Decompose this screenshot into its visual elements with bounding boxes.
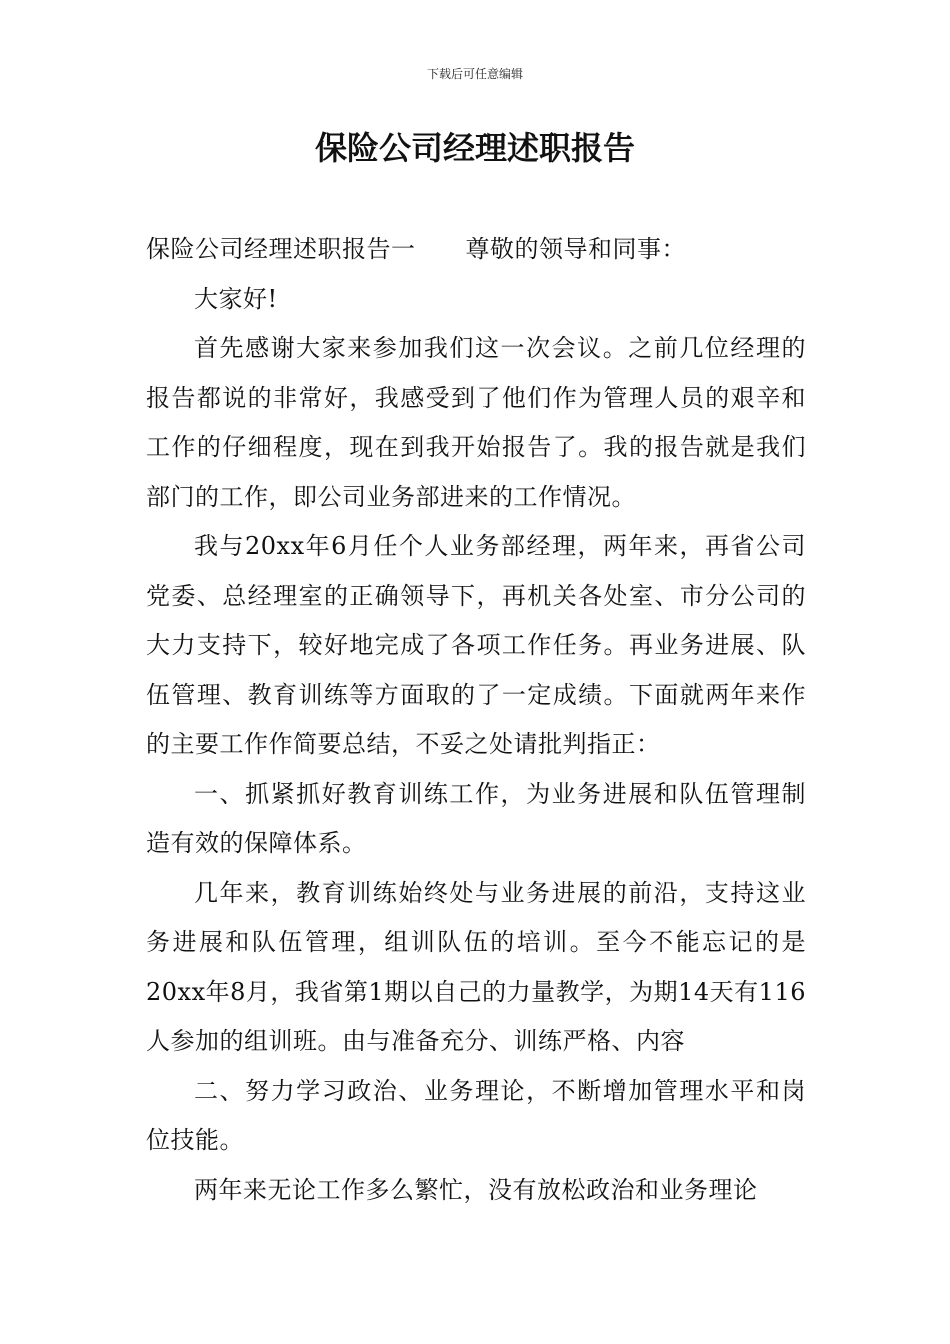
paragraph-study: 两年来无论工作多么繁忙，没有放松政治和业务理论 (194, 1175, 758, 1204)
paragraph-training: 几年来，教育训练始终处与业务进展的前沿，支持这业务进展和队伍管理，组训队伍的培训。至今不能忘记的是20xx年8月，我省第1期以自己的力量教学，为期14天有116人参加的组训班。由与准备充分、训练严格、内容 (146, 878, 806, 1055)
download-note: 下载后可任意编辑 (426, 67, 523, 81)
document-body (146, 225, 806, 1215)
paragraph-thanks: 首先感谢大家来参加我们这一次会议。之前几位经理的报告都说的非常好，我感受到了他们作为管理人员的艰辛和工作的仔细程度，现在到我开始报告了。我的报告就是我们部门的工作，即公司业务部进来的工作情况。 (146, 334, 806, 511)
document-title: 保险公司经理述职报告 (314, 129, 635, 167)
paragraph-greeting: 大家好! (194, 284, 278, 313)
intro-heading: 保险公司经理述职报告一 (146, 235, 416, 263)
opening-line (146, 225, 806, 275)
paragraph-appointment: 我与20xx年6月任个人业务部经理，两年来，再省公司党委、总经理室的正确领导下，再机关各处室、市分公司的大力支持下，较好地完成了各项工作任务。再业务进展、队伍管理、教育训练等方面取的了一定成绩。下面就两年来作的主要工作作简要总结，不妥之处请批判指正： (146, 532, 806, 758)
section-heading-2: 二、努力学习政治、业务理论，不断增加管理水平和岗位技能。 (146, 1076, 806, 1154)
section-heading-1: 一、抓紧抓好教育训练工作，为业务进展和队伍管理制造有效的保障体系。 (146, 779, 806, 857)
salutation: 尊敬的领导和同事： (465, 235, 686, 263)
